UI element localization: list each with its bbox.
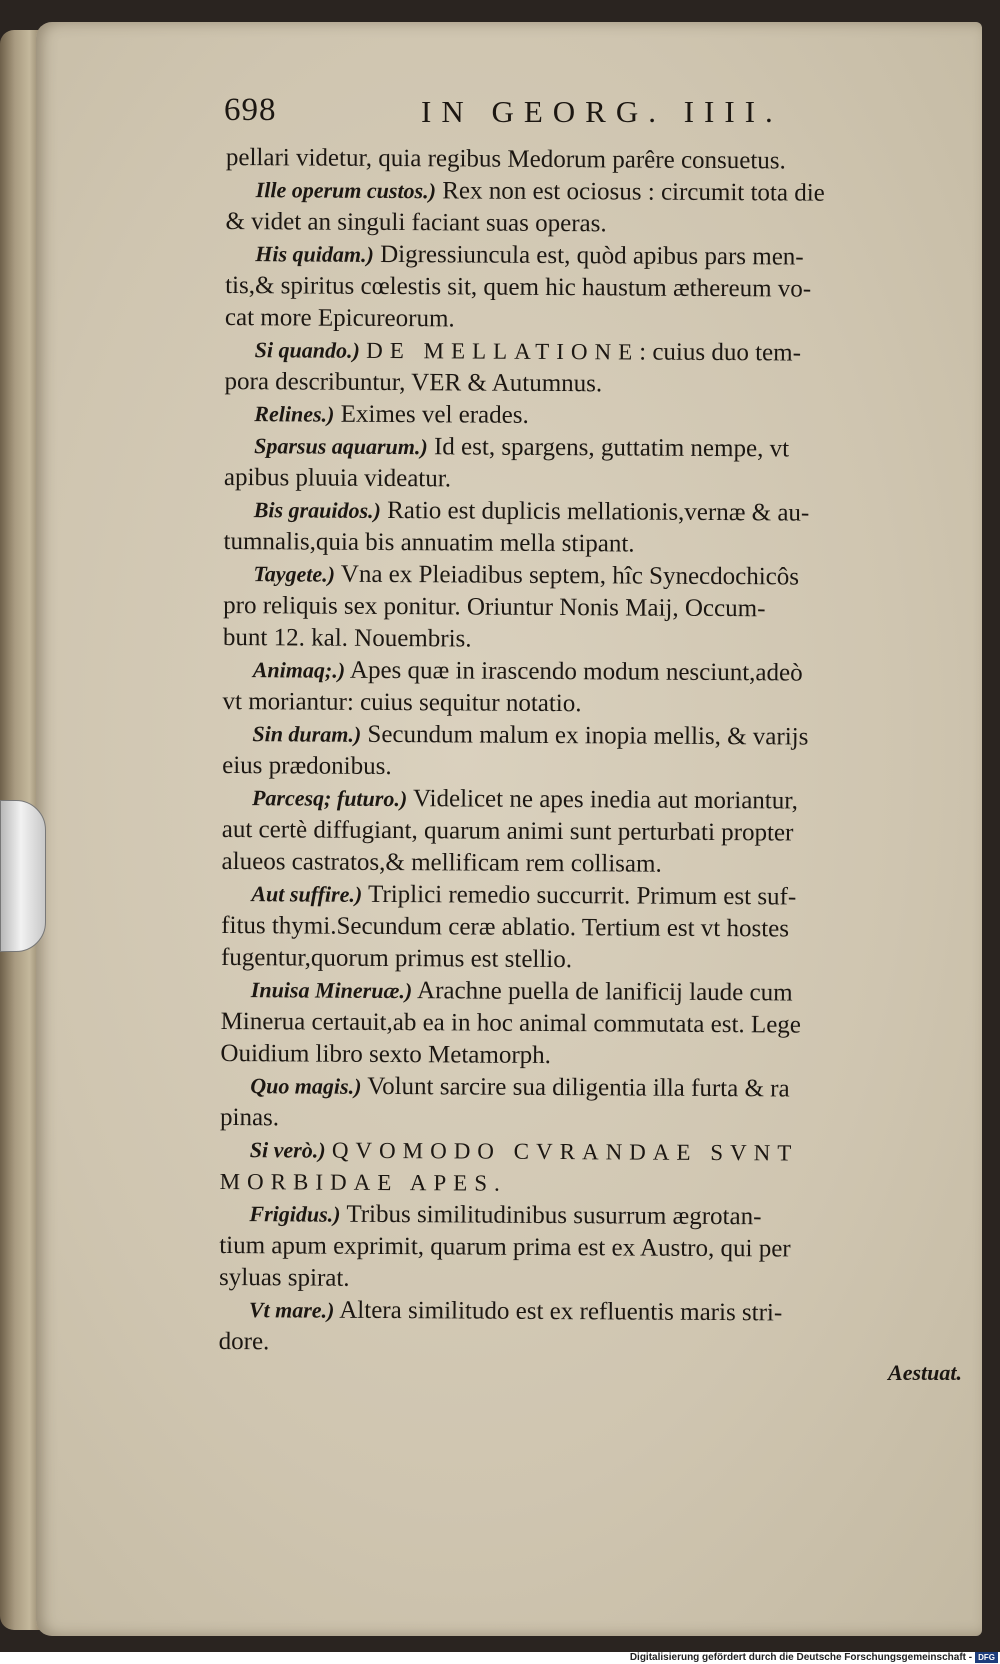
lemma: Sin duram.) — [252, 721, 362, 747]
line-text: Digressiuncula est, quòd apibus pars men- — [380, 240, 804, 271]
line-text: : cuius duo tem- — [639, 338, 802, 367]
lemma-line — [226, 174, 966, 211]
lemma: His quidam.) — [255, 241, 374, 267]
line-text: Videlicet ne apes inedia aut moriantur, — [412, 785, 798, 815]
lemma: Ille operum custos.) — [255, 177, 437, 204]
lemma: Parcesq; futuro.) — [251, 785, 408, 812]
line-text: Volunt sarcire sua diligentia illa furta & ra — [367, 1072, 790, 1103]
lemma-line — [219, 1294, 959, 1331]
text-line — [221, 1006, 961, 1043]
lemma: Quo magis.) — [250, 1073, 362, 1099]
line-text: pora describuntur, VER & Autumnus. — [224, 367, 603, 398]
text-line — [219, 1262, 959, 1299]
line-text: Apes quæ in irascendo modum nesciunt,adeò — [349, 656, 803, 687]
line-text: Eximes vel erades. — [340, 400, 529, 429]
page-content — [218, 88, 966, 1386]
text-line — [225, 206, 965, 243]
text-line — [224, 366, 964, 403]
lemma: Taygete.) — [253, 561, 336, 587]
lemma: Frigidus.) — [249, 1201, 341, 1227]
running-title: IN GEORG. IIII. — [421, 94, 783, 129]
lemma-line — [219, 1198, 959, 1235]
section-heading: MORBIDAE APES. — [219, 1168, 507, 1196]
lemma-line — [222, 718, 962, 755]
lemma: Relines.) — [254, 401, 335, 427]
line-text: apibus pluuia videatur. — [223, 463, 452, 493]
line-text: fugentur,quorum primus est stellio. — [220, 943, 573, 974]
line-text: Minerua certauit,ab ea in hoc animal commutata est. Lege — [220, 1007, 802, 1039]
lemma: Si quando.) — [254, 337, 360, 363]
text-line — [220, 1038, 960, 1075]
lemma-line — [221, 878, 961, 915]
lemma-line — [221, 974, 961, 1011]
catchword: Aestuat. — [888, 1360, 962, 1385]
line-text: dore. — [218, 1327, 270, 1356]
footer — [630, 1651, 1000, 1664]
line-text: Ouidium libro sexto Metamorph. — [220, 1039, 552, 1070]
text-line — [222, 814, 962, 851]
line-text: tis,& spiritus cœlestis sit, quem hic haustum æthereum vo- — [225, 271, 812, 303]
line-text: alueos castratos,& mellificam rem collisam. — [221, 847, 662, 878]
text-line — [225, 270, 965, 307]
text-line — [223, 590, 963, 627]
dfg-logo-icon: DFG — [975, 1652, 998, 1663]
text-line — [222, 846, 962, 883]
line-text: Arachne puella de lanificij laude cum — [417, 977, 793, 1007]
line-text: pinas. — [219, 1103, 280, 1132]
line-text: vt moriantur: cuius sequitur notatio. — [222, 687, 582, 718]
section-heading: QVOMODO CVRANDAE SVNT — [331, 1137, 799, 1166]
lemma-line — [224, 430, 964, 467]
text-line — [226, 142, 966, 179]
line-text: Vna ex Pleiadibus septem, hîc Synecdochicôs — [340, 560, 800, 591]
line-text: eius prædonibus. — [222, 751, 392, 781]
text-line — [223, 526, 963, 563]
lemma: Vt mare.) — [248, 1297, 335, 1323]
text-line — [222, 686, 962, 723]
line-text: Altera similitudo est ex refluentis maris stri- — [339, 1296, 783, 1327]
line-text: tium apum exprimit, quarum prima est ex Austro, qui per — [219, 1231, 791, 1263]
lemma-line — [223, 654, 963, 691]
lemma-line — [220, 1070, 960, 1107]
line-text: Secundum malum ex inopia mellis, & varijs — [367, 720, 809, 751]
lemma: Aut suffire.) — [251, 881, 363, 907]
text-line — [219, 1230, 959, 1267]
page-header — [226, 88, 966, 142]
text-line — [225, 302, 965, 339]
page-number: 698 — [224, 92, 277, 128]
line-text: Rex non est ociosus : circumit tota die — [442, 177, 825, 207]
line-text: fitus thymi.Secundum ceræ ablatio. Tertium est vt hostes — [221, 911, 790, 943]
text-line — [221, 910, 961, 947]
text-line — [224, 462, 964, 499]
lemma-line — [223, 558, 963, 595]
line-text: bunt 12. kal. Nouembris. — [222, 623, 472, 653]
commentary-text — [219, 142, 966, 1362]
lemma-line — [224, 398, 964, 435]
line-text: pro reliquis sex ponitur. Oriuntur Nonis Maij, Occum- — [223, 591, 766, 623]
line-text: tumnalis,quia bis annuatim mella stipant. — [223, 527, 635, 558]
line-text: aut certè diffugiant, quarum animi sunt perturbati propter — [221, 815, 794, 847]
text-line — [220, 1102, 960, 1139]
text-line — [219, 1326, 959, 1363]
line-text: & videt an singuli faciant suas operas. — [225, 207, 607, 238]
page-clip — [0, 800, 46, 952]
section-heading: DE MELLATIONE — [366, 337, 640, 365]
lemma: Bis grauidos.) — [253, 497, 381, 523]
line-text: Ratio est duplicis mellationis,vernæ & au- — [387, 496, 810, 527]
text-line — [222, 750, 962, 787]
lemma-line — [220, 1134, 960, 1171]
footer-credit: Digitalisierung gefördert durch die Deutsche Forschungsgemeinschaft - — [629, 1652, 973, 1663]
lemma: Animaq;.) — [252, 657, 346, 683]
lemma-line — [222, 782, 962, 819]
line-text: Tribus similitudinibus susurrum ægrotan- — [346, 1200, 762, 1231]
lemma-line — [225, 238, 965, 275]
line-text: Id est, spargens, guttatim nempe, vt — [433, 433, 790, 463]
line-text: pellari videtur, quia regibus Medorum parêre consuetus. — [225, 143, 786, 175]
text-line — [223, 622, 963, 659]
text-line — [220, 1166, 960, 1203]
lemma: Si verò.) — [249, 1137, 326, 1163]
line-text: Triplici remedio succurrit. Primum est suf- — [367, 880, 797, 911]
text-line — [221, 942, 961, 979]
lemma-line — [225, 334, 965, 371]
line-text: cat more Epicureorum. — [224, 303, 455, 333]
lemma: Inuisa Mineruæ.) — [250, 977, 413, 1004]
line-text: syluas spirat. — [218, 1263, 350, 1292]
lemma-line — [224, 494, 964, 531]
lemma: Sparsus aquarum.) — [254, 433, 428, 460]
